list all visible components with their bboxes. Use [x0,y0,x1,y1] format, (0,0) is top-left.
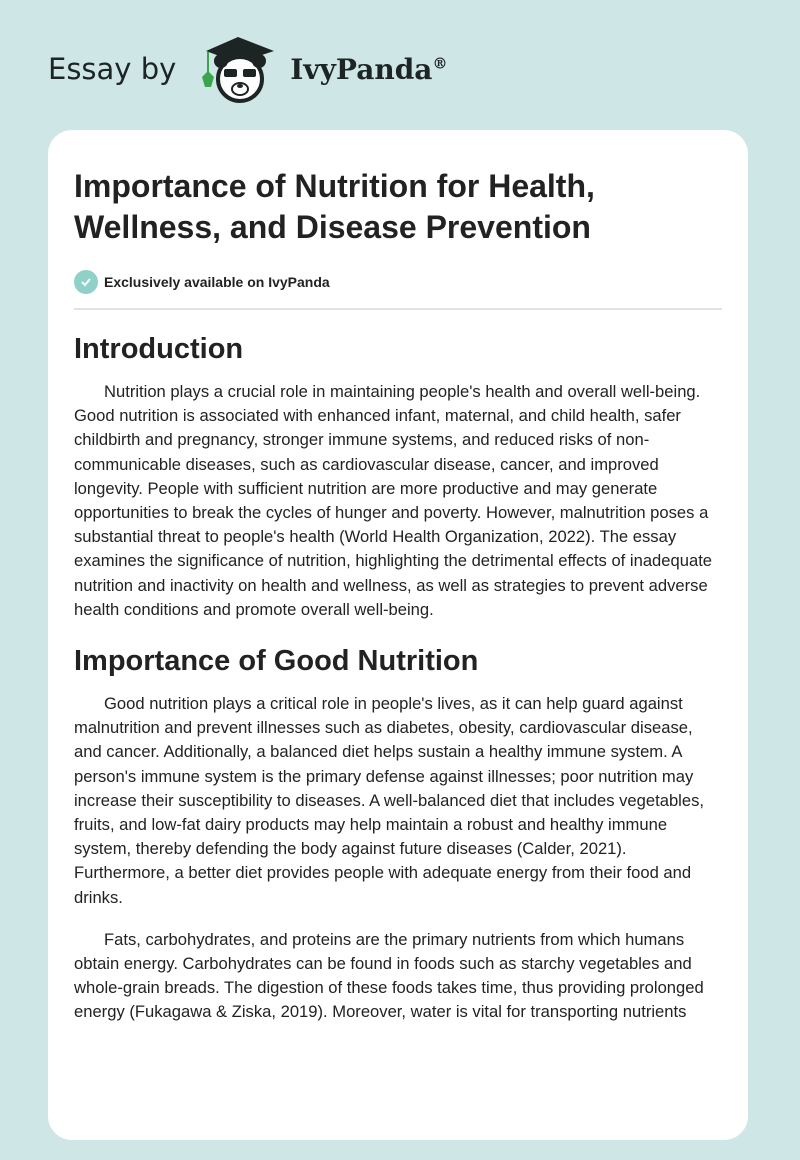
brand-name[interactable] [290,53,447,86]
paragraph: Good nutrition plays a critical role in people's lives, as it can help guard against malnutrition and prevent illnesses such as diabetes, obesity, cardiovascular disease, and cancer. Additionally, a balanced diet helps sustain a healthy immune system. A person's immune system is the primary defense against illnesses; poor nutrition may increase their susceptibility to diseases. A well-balanced diet that includes vegetables, fruits, and low-fat dairy products may help maintain a robust and healthy immune system, thereby defending the body against future diseases (Calder, 2021). Furthermore, a better diet provides people with adequate energy from their food and drinks. [74,694,705,907]
essay-card [48,130,748,1140]
paragraph: Nutrition plays a crucial role in maintaining people's health and overall well-being. Good nutrition is associated with enhanced infant, maternal, and child health, safer childbirth and pregnancy, stronger immune systems, and reduced risks of non-communicable diseases, such as cardiovascular disease, cancer, and improved longevity. People with sufficient nutrition are more productive and may generate opportunities to break the cycles of hunger and poverty. However, malnutrition poses a substantial threat to people's health (World Health Organization, 2022). The essay examines the significance of nutrition, highlighting the detrimental effects of inadequate nutrition and inactivity on health and wellness, as well as strategies to prevent adverse health conditions and promote overall well-being. [74,382,713,619]
brand-text: IvyPanda [290,52,433,86]
exclusive-badge [74,270,722,310]
page-title: Importance of Nutrition for Health, Wellness, and Disease Prevention [74,168,595,245]
badge-text: Exclusively available on IvyPanda [104,274,330,290]
section-heading: Importance of Good Nutrition [74,645,479,678]
paragraph: Fats, carbohydrates, and proteins are the primary nutrients from which humans obtain energy. Carbohydrates can be found in foods such as starchy vegetables and whole-grain breads. The digestion of these foods takes time, thus providing prolonged energy (Fukagawa & Ziska, 2019). Moreover, water is vital for transporting nutrients [74,929,704,1022]
check-icon [74,270,98,294]
section-heading: Introduction [74,333,244,365]
site-header [48,34,447,104]
essay-by-label: Essay by [48,52,177,86]
panda-logo-icon[interactable] [196,33,280,105]
registered-mark: ® [432,54,448,73]
